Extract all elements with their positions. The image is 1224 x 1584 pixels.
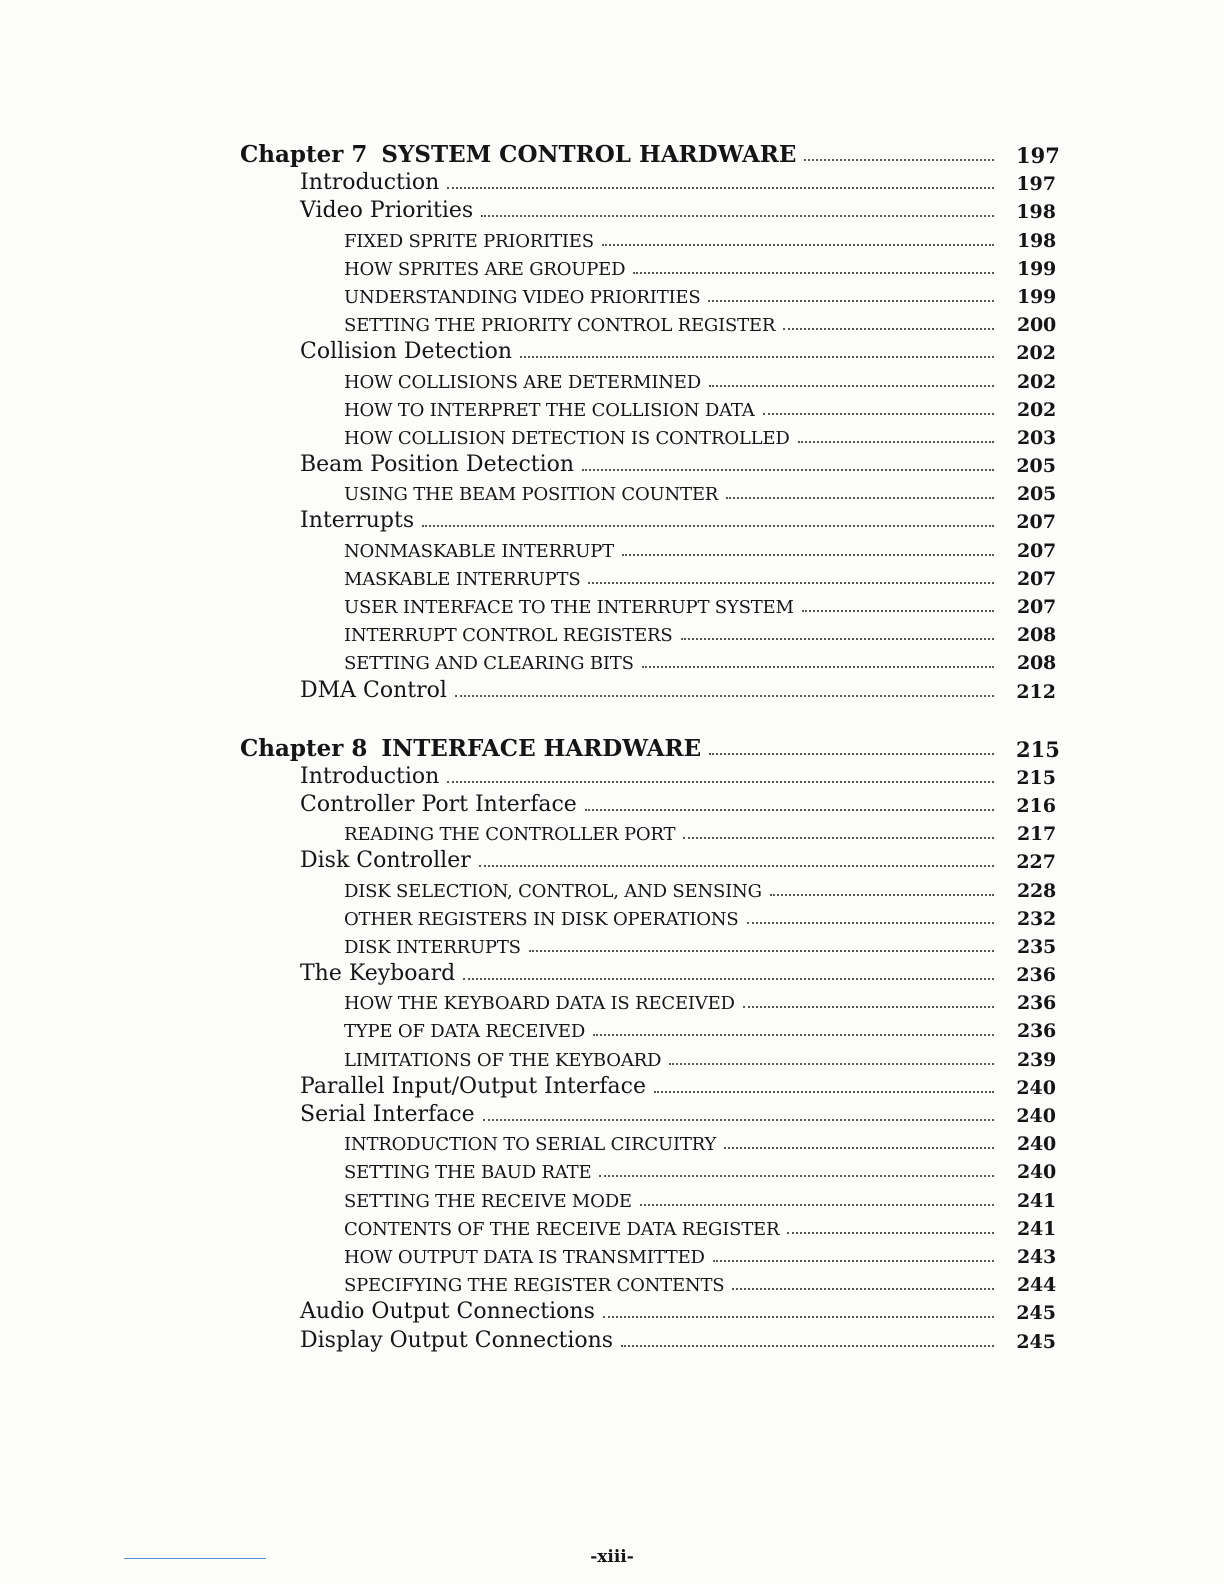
subsection-label: INTRODUCTION TO SERIAL CIRCUITRY — [344, 1134, 717, 1156]
entry-page-number: 245 — [1016, 1302, 1056, 1325]
entry-page-number: 203 — [1016, 426, 1056, 449]
dot-leader — [798, 441, 994, 443]
toc-section-entry — [240, 448, 1056, 476]
toc-subsection-entry — [240, 420, 1056, 448]
toc-chapter-block — [240, 136, 1060, 703]
section-label: Collision Detection — [300, 339, 513, 365]
entry-page-number: 236 — [1016, 992, 1056, 1015]
toc-subsection-entry — [240, 1267, 1056, 1295]
subsection-label: TYPE OF DATA RECEIVED — [344, 1021, 586, 1043]
toc-chapter-block — [240, 730, 1060, 1353]
dot-leader — [743, 1006, 994, 1008]
toc-subsection-entry — [240, 816, 1056, 844]
section-label: Interrupts — [300, 508, 415, 534]
dot-leader — [633, 272, 994, 274]
subsection-label: USER INTERFACE TO THE INTERRUPT SYSTEM — [344, 597, 794, 618]
toc-subsection-entry — [240, 929, 1056, 957]
dot-leader — [582, 469, 994, 471]
entry-page-number: 236 — [1016, 964, 1056, 987]
subsection-label: LIMITATIONS OF THE KEYBOARD — [344, 1049, 662, 1071]
entry-page-number: 244 — [1016, 1274, 1056, 1297]
toc-section-entry — [240, 1323, 1056, 1351]
chapter-page-number: 215 — [1016, 736, 1060, 762]
toc-subsection-entry — [240, 1041, 1056, 1069]
chapter-title: INTERFACE HARDWARE — [381, 734, 702, 762]
dot-leader — [709, 385, 994, 387]
entry-page-number: 208 — [1016, 624, 1056, 647]
entry-page-number: 240 — [1016, 1161, 1056, 1184]
entry-page-number: 212 — [1016, 680, 1056, 703]
entry-page-number: 199 — [1016, 285, 1056, 308]
dot-leader — [802, 610, 994, 612]
toc-subsection-entry — [240, 532, 1056, 560]
toc-subsection-entry — [240, 645, 1056, 673]
dot-leader — [683, 837, 994, 839]
entry-page-number: 241 — [1016, 1189, 1056, 1212]
entry-page-number: 202 — [1016, 342, 1056, 365]
dot-leader — [588, 582, 994, 584]
dot-leader — [447, 187, 994, 189]
section-label: Disk Controller — [300, 848, 471, 874]
entry-page-number: 240 — [1016, 1105, 1056, 1127]
entry-page-number: 232 — [1016, 907, 1056, 930]
entry-page-number: 215 — [1016, 766, 1056, 789]
subsection-label: HOW COLLISIONS ARE DETERMINED — [344, 371, 701, 393]
subsection-label: SETTING THE BAUD RATE — [344, 1162, 592, 1184]
entry-page-number: 198 — [1016, 201, 1056, 224]
toc-section-entry — [240, 673, 1056, 701]
entry-page-number: 205 — [1016, 455, 1056, 478]
toc-subsection-entry — [240, 363, 1056, 391]
entry-page-number: 216 — [1016, 794, 1056, 817]
subsection-label: UNDERSTANDING VIDEO PRIORITIES — [344, 286, 701, 308]
entry-page-number: 202 — [1016, 370, 1056, 393]
subsection-label: HOW COLLISION DETECTION IS CONTROLLED — [344, 427, 790, 449]
dot-leader — [621, 1345, 994, 1347]
dot-leader — [481, 215, 994, 217]
chapter-page-number: 197 — [1016, 143, 1060, 168]
toc-chapter-heading — [240, 136, 1060, 168]
dot-leader — [747, 922, 995, 924]
dot-leader — [763, 413, 995, 415]
subsection-label: NONMASKABLE INTERRUPT — [344, 540, 614, 562]
subsection-label: READING THE CONTROLLER PORT — [344, 824, 676, 846]
toc-subsection-entry — [240, 476, 1056, 504]
section-label: Video Priorities — [300, 198, 474, 224]
subsection-label: DISK INTERRUPTS — [344, 936, 521, 958]
subsection-label: SETTING THE RECEIVE MODE — [344, 1190, 632, 1212]
toc-section-entry — [240, 1070, 1056, 1098]
entry-page-number: 235 — [1016, 935, 1056, 958]
entry-page-number: 208 — [1016, 652, 1056, 675]
dot-leader — [787, 1232, 994, 1234]
dot-leader — [483, 1119, 994, 1121]
entry-page-number: 205 — [1016, 483, 1056, 506]
chapter-number: Chapter 7 — [240, 141, 368, 168]
entry-page-number: 241 — [1016, 1217, 1056, 1240]
subsection-label: HOW THE KEYBOARD DATA IS RECEIVED — [344, 993, 735, 1015]
toc-subsection-entry — [240, 307, 1056, 335]
section-label: Serial Interface — [300, 1102, 475, 1127]
dot-leader — [602, 244, 994, 246]
dot-leader — [529, 950, 994, 952]
entry-page-number: 198 — [1016, 229, 1056, 252]
toc-subsection-entry — [240, 985, 1056, 1013]
toc-subsection-entry — [240, 589, 1056, 617]
dot-leader — [642, 666, 994, 668]
section-label: Introduction — [300, 170, 440, 196]
section-label: Controller Port Interface — [300, 791, 577, 817]
entry-page-number: 236 — [1016, 1020, 1056, 1043]
subsection-label: MASKABLE INTERRUPTS — [344, 568, 581, 590]
subsection-label: CONTENTS OF THE RECEIVE DATA REGISTER — [344, 1218, 780, 1240]
dot-leader — [603, 1316, 994, 1318]
dot-leader — [585, 809, 994, 811]
chapter-heading-label — [240, 734, 702, 762]
entry-page-number: 199 — [1016, 257, 1056, 280]
toc-chapter-heading — [240, 730, 1060, 762]
scan-edge-line — [124, 1558, 266, 1559]
toc-section-entry — [240, 1098, 1056, 1126]
chapter-heading-label — [240, 143, 796, 166]
entry-page-number: 197 — [1016, 173, 1056, 196]
entry-page-number: 245 — [1016, 1330, 1056, 1353]
toc-section-entry — [240, 504, 1056, 532]
entry-page-number: 217 — [1016, 823, 1056, 846]
entry-page-number: 202 — [1016, 398, 1056, 421]
dot-leader — [422, 525, 994, 527]
toc-subsection-entry — [240, 1154, 1056, 1182]
dot-leader — [709, 753, 994, 755]
dot-leader — [669, 1063, 994, 1065]
section-label: Audio Output Connections — [300, 1299, 595, 1325]
entry-page-number: 207 — [1016, 511, 1056, 534]
subsection-label: SETTING AND CLEARING BITS — [344, 653, 634, 675]
entry-page-number: 207 — [1016, 567, 1056, 590]
toc-section-entry — [240, 194, 1056, 222]
subsection-label: SETTING THE PRIORITY CONTROL REGISTER — [344, 315, 776, 337]
entry-page-number: 228 — [1016, 879, 1056, 902]
dot-leader — [726, 497, 994, 499]
entry-page-number: 243 — [1016, 1245, 1056, 1268]
dot-leader — [593, 1034, 994, 1036]
dot-leader — [622, 554, 994, 556]
toc-subsection-entry — [240, 1013, 1056, 1041]
dot-leader — [640, 1204, 994, 1206]
dot-leader — [520, 356, 994, 358]
toc-subsection-entry — [240, 222, 1056, 250]
toc-subsection-entry — [240, 617, 1056, 645]
toc-subsection-entry — [240, 1239, 1056, 1267]
dot-leader — [654, 1091, 994, 1093]
toc-section-entry — [240, 335, 1056, 363]
subsection-label: OTHER REGISTERS IN DISK OPERATIONS — [344, 908, 739, 930]
subsection-label: INTERRUPT CONTROL REGISTERS — [344, 625, 673, 647]
subsection-label: HOW TO INTERPRET THE COLLISION DATA — [344, 399, 755, 421]
table-of-contents — [240, 136, 1060, 1353]
toc-subsection-entry — [240, 872, 1056, 900]
dot-leader — [681, 638, 994, 640]
subsection-label: USING THE BEAM POSITION COUNTER — [344, 484, 719, 506]
dot-leader — [770, 894, 994, 896]
toc-subsection-entry — [240, 392, 1056, 420]
page-number-footer: -xiii- — [590, 1547, 634, 1567]
entry-page-number: 239 — [1016, 1048, 1056, 1071]
toc-section-entry — [240, 844, 1056, 872]
dot-leader — [783, 328, 994, 330]
toc-subsection-entry — [240, 561, 1056, 589]
section-label: Introduction — [300, 763, 440, 789]
toc-subsection-entry — [240, 279, 1056, 307]
dot-leader — [732, 1288, 994, 1290]
entry-page-number: 240 — [1016, 1076, 1056, 1099]
subsection-label: SPECIFYING THE REGISTER CONTENTS — [344, 1275, 725, 1297]
chapter-title: SYSTEM CONTROL HARDWARE — [381, 141, 797, 168]
subsection-label: DISK SELECTION, CONTROL, AND SENSING — [344, 880, 762, 902]
subsection-label: HOW OUTPUT DATA IS TRANSMITTED — [344, 1246, 705, 1268]
dot-leader — [724, 1147, 994, 1149]
dot-leader — [713, 1260, 994, 1262]
section-label: Beam Position Detection — [300, 452, 575, 478]
toc-section-entry — [240, 788, 1056, 816]
toc-section-entry — [240, 166, 1056, 194]
dot-leader — [455, 695, 994, 697]
dot-leader — [804, 159, 994, 161]
section-label: The Keyboard — [300, 961, 456, 987]
dot-leader — [599, 1175, 994, 1177]
entry-page-number: 200 — [1016, 314, 1056, 337]
toc-section-entry — [240, 760, 1056, 788]
section-label: Display Output Connections — [300, 1327, 614, 1353]
section-label: DMA Control — [300, 677, 447, 703]
entry-page-number: 227 — [1016, 851, 1056, 874]
entry-page-number: 207 — [1016, 596, 1056, 618]
entry-page-number: 240 — [1016, 1133, 1056, 1156]
toc-subsection-entry — [240, 1126, 1056, 1154]
subsection-label: FIXED SPRITE PRIORITIES — [344, 230, 594, 252]
toc-subsection-entry — [240, 251, 1056, 279]
toc-section-entry — [240, 957, 1056, 985]
dot-leader — [479, 865, 994, 867]
toc-subsection-entry — [240, 1211, 1056, 1239]
toc-section-entry — [240, 1295, 1056, 1323]
toc-subsection-entry — [240, 901, 1056, 929]
dot-leader — [463, 978, 994, 980]
section-label: Parallel Input/Output Interface — [300, 1073, 647, 1099]
chapter-number: Chapter 8 — [240, 734, 368, 762]
entry-page-number: 207 — [1016, 539, 1056, 562]
subsection-label: HOW SPRITES ARE GROUPED — [344, 258, 626, 280]
dot-leader — [708, 300, 994, 302]
toc-subsection-entry — [240, 1182, 1056, 1210]
dot-leader — [447, 781, 994, 783]
